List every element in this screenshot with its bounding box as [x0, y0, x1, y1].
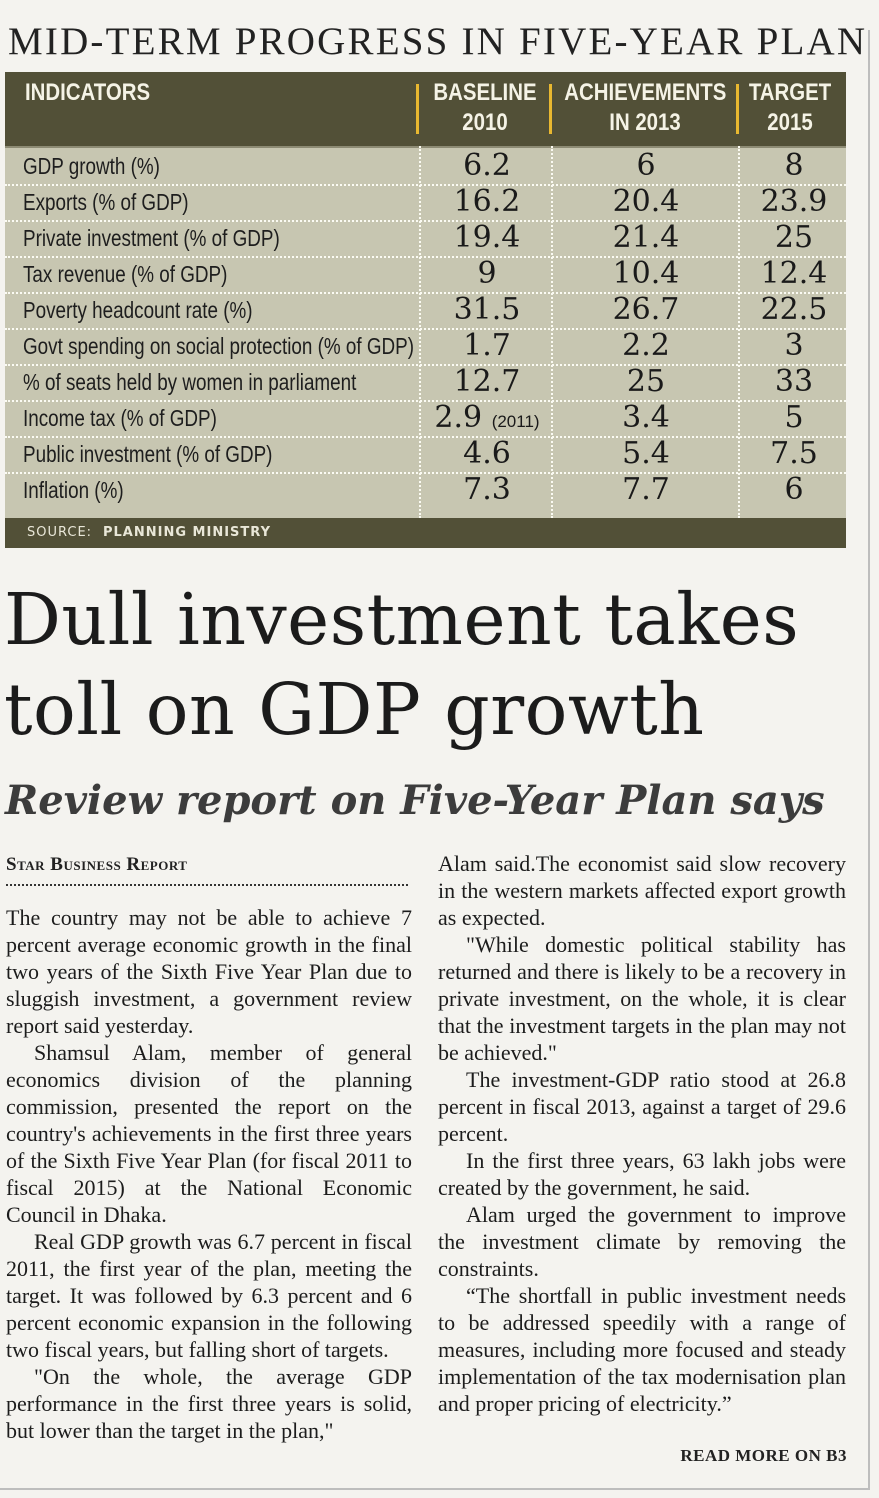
- achievement-value: 10.4: [612, 256, 680, 291]
- baseline-value: 4.6: [463, 436, 511, 471]
- baseline-value: 16.2: [453, 184, 521, 219]
- bottom-rule: [0, 1488, 870, 1490]
- target-value: 3: [784, 328, 804, 363]
- baseline-note: (2011): [491, 412, 540, 431]
- table-body: [5, 146, 846, 520]
- paragraph: “The shortfall in public investment needs to be addressed speedily with a range of measures, including more focused and steady implementation of the tax modernisation plan and proper pricing of electricity.”: [438, 1283, 846, 1416]
- achievement-value: 25: [626, 364, 666, 399]
- achievement-value: 7.7: [622, 472, 670, 507]
- target-value: 33: [774, 364, 814, 399]
- baseline-value: 2.9 (2011): [434, 400, 540, 435]
- header-achievements: ACHIEVEMENTS IN 2013: [564, 79, 727, 136]
- baseline-value: 1.7: [463, 328, 511, 363]
- baseline-value: 9: [477, 256, 497, 291]
- target-value: 12.4: [760, 256, 828, 291]
- achievement-value: 20.4: [612, 184, 680, 219]
- table-header: [5, 72, 846, 146]
- target-value: 8: [784, 148, 804, 183]
- table-row: [5, 256, 846, 294]
- paragraph: "While domestic political stability has returned and there is likely to be a recovery in private investment, on the whole, it is clear that the investment targets in the plan may not be achieved.": [438, 932, 846, 1065]
- paragraph: Alam urged the government to improve the investment climate by removing the constraints.: [438, 1202, 846, 1281]
- target-value: 25: [774, 220, 814, 255]
- target-value: 7.5: [770, 436, 818, 471]
- achievement-value: 26.7: [612, 292, 680, 327]
- column-divider: [419, 146, 423, 518]
- table-row: [5, 472, 846, 508]
- header-target: TARGET 2015: [748, 79, 832, 136]
- baseline-value: 7.3: [463, 472, 511, 507]
- row-label: Govt spending on social protection (% of GDP): [23, 333, 415, 359]
- table-row: [5, 220, 846, 258]
- progress-table: [5, 72, 846, 548]
- paragraph: "On the whole, the average GDP performance in the first three years is solid, but lower than the target in the plan,": [6, 1364, 412, 1443]
- achievement-value: 5.4: [622, 436, 670, 471]
- column-divider: [551, 146, 555, 518]
- source-label: SOURCE:: [27, 525, 93, 540]
- table-row: [5, 436, 846, 474]
- paragraph: The country may not be able to achieve 7 percent average economic growth in the final two years of the Sixth Five Year Plan due to sluggish investment, a government review report said yesterday.: [6, 905, 412, 1038]
- row-label: Exports (% of GDP): [23, 189, 189, 215]
- baseline-value: 6.2: [463, 148, 511, 183]
- row-label: Income tax (% of GDP): [23, 405, 217, 431]
- headline: Dull investment takes toll on GDP growth: [4, 578, 800, 751]
- table-row: [5, 364, 846, 402]
- achievement-value: 3.4: [622, 400, 670, 435]
- achievement-value: 21.4: [612, 220, 680, 255]
- paragraph: Alam said.The economist said slow recovery in the western markets affected export growth as expected.: [438, 851, 846, 930]
- row-label: Poverty headcount rate (%): [23, 297, 253, 323]
- row-label: Inflation (%): [23, 477, 124, 503]
- table-row: [5, 292, 846, 330]
- table-row: [5, 328, 846, 366]
- target-value: 22.5: [760, 292, 828, 327]
- table-row: [5, 400, 846, 438]
- byline-divider: [6, 884, 408, 886]
- column-divider: [738, 146, 742, 518]
- table-row: [5, 184, 846, 222]
- article-column-2: [438, 850, 846, 1417]
- row-label: Private investment (% of GDP): [23, 225, 280, 251]
- paragraph: In the first three years, 63 lakh jobs were created by the government, he said.: [438, 1148, 846, 1200]
- row-label: % of seats held by women in parliament: [23, 369, 357, 395]
- baseline-value: 31.5: [453, 292, 521, 327]
- row-label: Public investment (% of GDP): [23, 441, 273, 467]
- paragraph: Real GDP growth was 6.7 percent in fiscal 2011, the first year of the plan, meeting the target. It was followed by 6.3 percent and 6 percent economic expansion in the following two fiscal years, but falling short of targets.: [6, 1229, 412, 1362]
- header-separator: [416, 84, 419, 134]
- source-value: PLANNING MINISTRY: [103, 525, 271, 540]
- byline: Star Business Report: [6, 854, 188, 875]
- header-separator: [549, 84, 552, 134]
- paragraph: Shamsul Alam, member of general economics division of the planning commission, presented the report on the country's achievements in the first three years of the Sixth Five Year Plan (for fiscal 2011 to fiscal 2015) at the National Economic Council in Dhaka.: [6, 1040, 412, 1227]
- row-label: GDP growth (%): [23, 153, 160, 179]
- baseline-value: 12.7: [453, 364, 521, 399]
- target-value: 23.9: [760, 184, 828, 219]
- article-column-1: [6, 904, 412, 1444]
- baseline-value: 19.4: [453, 220, 521, 255]
- header-baseline: BASELINE 2010: [433, 79, 537, 136]
- header-indicators: INDICATORS: [25, 79, 151, 106]
- target-value: 5: [784, 400, 804, 435]
- achievement-value: 6: [636, 148, 656, 183]
- right-rule: [868, 30, 870, 1490]
- target-value: 6: [784, 472, 804, 507]
- source-bar: [5, 518, 846, 548]
- page-title: MID-TERM PROGRESS IN FIVE-YEAR PLAN: [8, 20, 868, 63]
- paragraph: The investment-GDP ratio stood at 26.8 percent in fiscal 2013, against a target of 29.6 percent.: [438, 1067, 846, 1146]
- subhead: Review report on Five-Year Plan says: [5, 777, 825, 824]
- table-row: [5, 148, 846, 186]
- row-label: Tax revenue (% of GDP): [23, 261, 228, 287]
- read-more-link[interactable]: READ MORE ON B3: [680, 1446, 847, 1465]
- achievement-value: 2.2: [622, 328, 670, 363]
